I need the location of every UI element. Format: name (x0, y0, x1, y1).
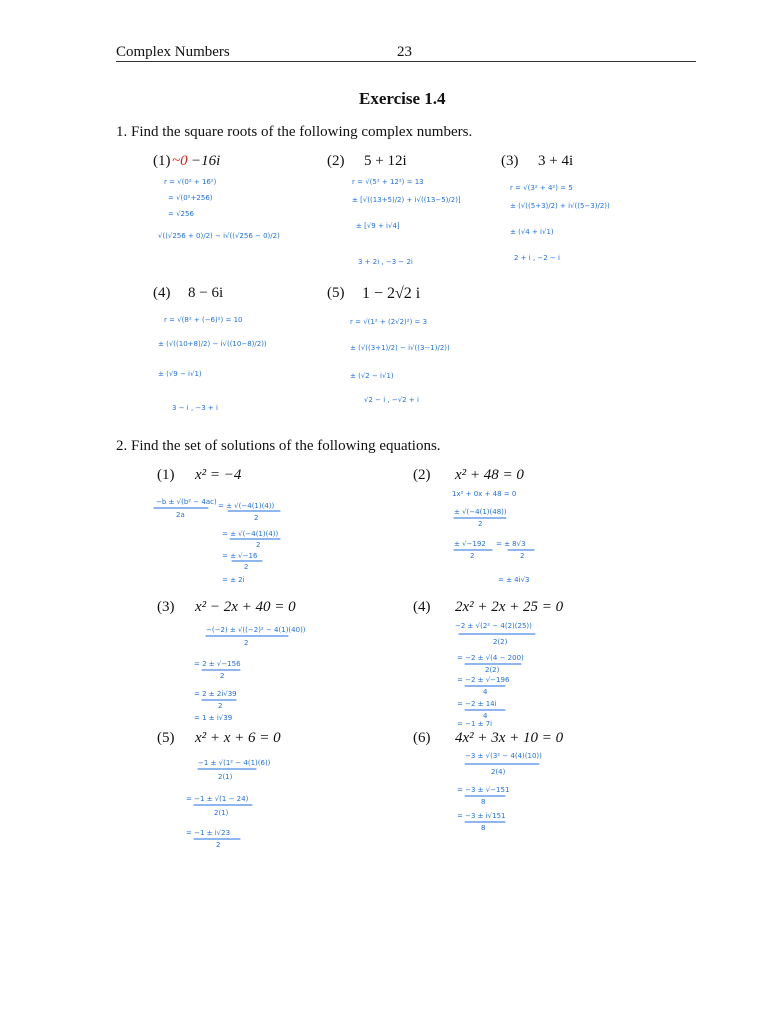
hw-line: 2 (256, 541, 261, 549)
hw-line: −(−2) ± √((−2)² − 4(1)(40)) (206, 626, 306, 634)
hw-line: = −1 ± 7i (457, 720, 493, 728)
q2-1-handwritten-work (152, 494, 292, 586)
hw-line: ± √−192 (454, 540, 486, 548)
hw-line: r = √(1² + (2√2)²) = 3 (350, 318, 428, 326)
hw-line: ± (√2 − i√1) (350, 372, 394, 380)
hw-line: = 2 ± √−156 (194, 660, 241, 668)
q2-2-handwritten-work (452, 488, 562, 584)
question-2-prompt: 2. Find the set of solutions of the following equations. (116, 438, 441, 454)
hw-line: 2(2) (493, 638, 508, 646)
q1-2-handwritten-work (352, 176, 461, 266)
q2-6-handwritten-work (455, 750, 565, 834)
hw-line: √2 − i , −√2 + i (364, 396, 419, 404)
hw-line: 2(1) (214, 809, 229, 817)
hw-line: 2 (244, 563, 249, 571)
q1-item-4-expression: 8 − 6i (188, 285, 224, 301)
q2-item-5-label: (5) (157, 730, 175, 746)
hw-line: 2 (478, 520, 483, 528)
hw-line: ± (√((5+3)/2) + i√((5−3)/2)) (510, 202, 610, 210)
q1-5-handwritten-work (350, 312, 450, 404)
hw-line: 2 (220, 672, 225, 680)
hw-line: = −3 ± √−151 (457, 786, 510, 794)
q2-item-3-expression: x² − 2x + 40 = 0 (195, 599, 296, 615)
q2-3-handwritten-work (192, 622, 306, 724)
hw-line: = √(0²+256) (168, 194, 213, 202)
q2-item-6-expression: 4x² + 3x + 10 = 0 (455, 730, 564, 746)
q1-item-1-annotation: ~0 (172, 153, 188, 169)
q1-item-3-label: (3) (501, 153, 519, 169)
q2-item-2-label: (2) (413, 467, 431, 483)
hw-line: = −2 ± √−196 (457, 676, 510, 684)
running-header-title: Complex Numbers (116, 44, 230, 60)
hw-line: 2(1) (218, 773, 233, 781)
hw-line: = −2 ± √(4 − 200) (457, 654, 524, 662)
q1-4-handwritten-work (158, 312, 267, 412)
q2-item-1-label: (1) (157, 467, 175, 483)
q2-item-6-label: (6) (413, 730, 431, 746)
hw-line: 3 − i , −3 + i (172, 404, 218, 412)
hw-line: 8 (481, 824, 486, 832)
q1-item-3-expression: 3 + 4i (538, 153, 574, 169)
hw-line: −b ± √(b² − 4ac) (156, 498, 217, 506)
hw-line: = 1 ± i√39 (194, 714, 233, 722)
q1-item-2-label: (2) (327, 153, 345, 169)
hw-line: = −1 ± √(1 − 24) (186, 795, 249, 803)
hw-line: = 2 ± 2i√39 (194, 690, 237, 698)
hw-line: 4 (483, 712, 488, 720)
q1-3-handwritten-work (510, 182, 610, 262)
q2-5-handwritten-work (184, 755, 294, 851)
hw-line: r = √(8² + (−6)²) = 10 (164, 316, 243, 324)
header-rule (116, 61, 696, 62)
hw-line: 2a (176, 511, 185, 519)
q1-1-handwritten-work (158, 176, 280, 258)
hw-line: r = √(5² + 12²) = 13 (352, 178, 424, 186)
hw-line: = ± √−16 (222, 552, 258, 560)
q1-item-1-label: (1) (153, 153, 171, 169)
q2-item-3-label: (3) (157, 599, 175, 615)
q1-item-4-label: (4) (153, 285, 171, 301)
hw-line: 8 (481, 798, 486, 806)
hw-line: 2 (244, 639, 249, 647)
q2-item-4-expression: 2x² + 2x + 25 = 0 (455, 599, 564, 615)
hw-line: 2 (470, 552, 475, 560)
hw-line: ± (√4 + i√1) (510, 228, 554, 236)
hw-line: 2 (218, 702, 223, 710)
hw-line: 3 + 2i , −3 − 2i (358, 258, 413, 266)
hw-line: √((√256 + 0)/2) − i√((√256 − 0)/2) (158, 232, 280, 240)
hw-line: r = √(0² + 16²) (164, 178, 217, 186)
hw-line: = ± 4i√3 (498, 576, 530, 584)
hw-line: 2 + i , −2 − i (514, 254, 560, 262)
hw-line: = √256 (168, 210, 194, 218)
q1-item-5-label: (5) (327, 285, 345, 301)
hw-line: ± (√9 − i√1) (158, 370, 202, 378)
hw-line: −2 ± √(2² − 4(2)(25)) (455, 622, 532, 630)
hw-line: 4 (483, 688, 488, 696)
q2-item-4-label: (4) (413, 599, 431, 615)
hw-line: = ± 8√3 (496, 540, 526, 548)
q2-item-2-expression: x² + 48 = 0 (455, 467, 524, 483)
hw-line: −1 ± √(1² − 4(1)(6)) (198, 759, 271, 767)
hw-line: = ± 2i (222, 576, 245, 584)
question-1-prompt: 1. Find the square roots of the following complex numbers. (116, 124, 473, 140)
exercise-title: Exercise 1.4 (359, 89, 446, 108)
q2-item-5-expression: x² + x + 6 = 0 (195, 730, 281, 746)
q1-item-5-expression: 1 − 2√2 i (362, 285, 421, 302)
q2-4-handwritten-work (455, 618, 565, 728)
q1-item-1-expression: −16i (191, 153, 221, 169)
hw-line: ± √(−4(1)(48)) (454, 508, 507, 516)
hw-line: 2(4) (491, 768, 506, 776)
q2-item-1-expression: x² = −4 (195, 467, 242, 483)
hw-line: 2 (520, 552, 525, 560)
hw-line: 2 (216, 841, 221, 849)
hw-line: ± (√((3+1)/2) − i√((3−1)/2)) (350, 344, 450, 352)
q1-item-2-expression: 5 + 12i (364, 153, 407, 169)
hw-line: = ± √(−4(1)(4)) (222, 530, 279, 538)
hw-line: 1x² + 0x + 48 = 0 (452, 490, 517, 498)
hw-line: = ± √(−4(1)(4)) (218, 502, 275, 510)
hw-line: 2(2) (485, 666, 500, 674)
hw-line: ± (√((10+8)/2) − i√((10−8)/2)) (158, 340, 267, 348)
hw-line: = −2 ± 14i (457, 700, 497, 708)
hw-line: r = √(3² + 4²) = 5 (510, 184, 573, 192)
hw-line: = −3 ± i√151 (457, 812, 506, 820)
page-number: 23 (397, 44, 412, 60)
hw-line: = −1 ± i√23 (186, 829, 231, 837)
hw-line: ± [√9 + i√4] (356, 222, 400, 230)
hw-line: ± [√((13+5)/2) + i√((13−5)/2)] (352, 196, 461, 204)
hw-line: 2 (254, 514, 259, 522)
hw-line: −3 ± √(3² − 4(4)(10)) (465, 752, 542, 760)
